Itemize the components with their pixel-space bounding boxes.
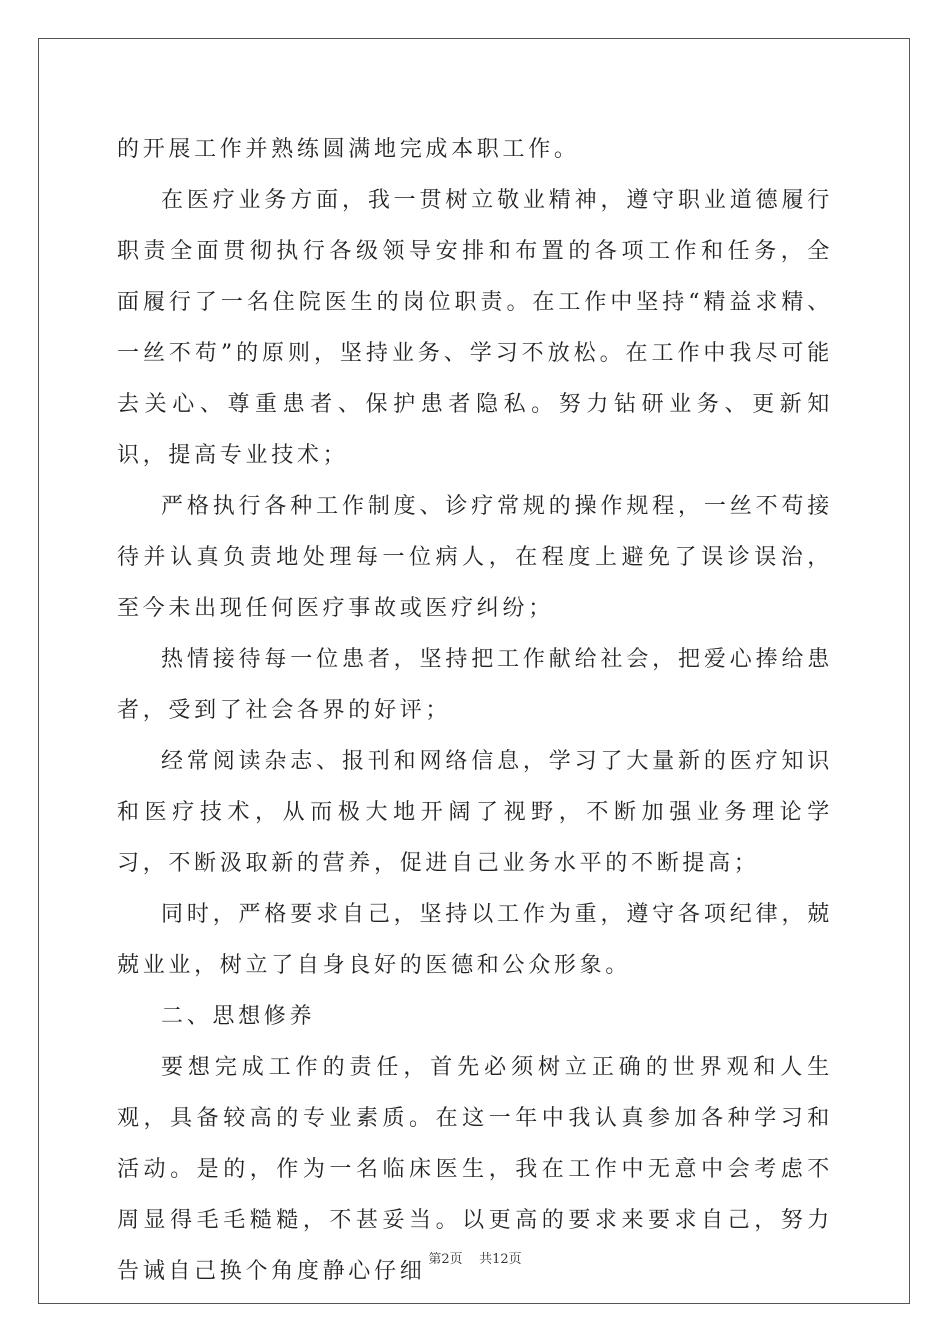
- paragraph-patients: 热情接待每一位患者，坚持把工作献给社会，把爱心捧给患者，受到了社会各界的好评；: [117, 647, 833, 723]
- paragraph-continuation: 的开展工作并熟练圆满地完成本职工作。: [117, 137, 580, 162]
- page-number-footer: 第2页 共12页: [428, 1252, 522, 1267]
- paragraph-regulations: 严格执行各种工作制度、诊疗常规的操作规程，一丝不苟接待并认真负责地处理每一位病人，在程度上避免了误诊误治，至今未出现任何医疗事故或医疗纠纷；: [117, 494, 833, 621]
- paragraph-medical-work: 在医疗业务方面，我一贯树立敬业精神，遵守职业道德履行职责全面贯彻执行各级领导安排和布置的各项工作和任务，全面履行了一名住院医生的岗位职责。在工作中坚持“精益求精、一丝不苟”的原则，坚持业务、学习不放松。在工作中我尽可能去关心、尊重患者、保护患者隐私。努力钻研业务、更新知识，提高专业技术；: [117, 188, 833, 468]
- paragraph-ideology: 要想完成工作的责任，首先必须树立正确的世界观和人生观，具备较高的专业素质。在这一年中我认真参加各种学习和活动。是的，作为一名临床医生，我在工作中无意中会考虑不周显得毛毛糙糙，不甚妥当。以更高的要求来要求自己，努力告诫自己换个角度静心仔细: [117, 1055, 833, 1284]
- paragraph-discipline: 同时，严格要求自己，坚持以工作为重，遵守各项纪律，兢兢业业，树立了自身良好的医德和公众形象。: [117, 902, 833, 978]
- section-heading: 二、思想修养: [161, 1004, 316, 1029]
- document-body: [117, 124, 833, 1297]
- paragraph-learning: 经常阅读杂志、报刊和网络信息，学习了大量新的医疗知识和医疗技术，从而极大地开阔了视野，不断加强业务理论学习，不断汲取新的营养，促进自己业务水平的不断提高；: [117, 749, 833, 876]
